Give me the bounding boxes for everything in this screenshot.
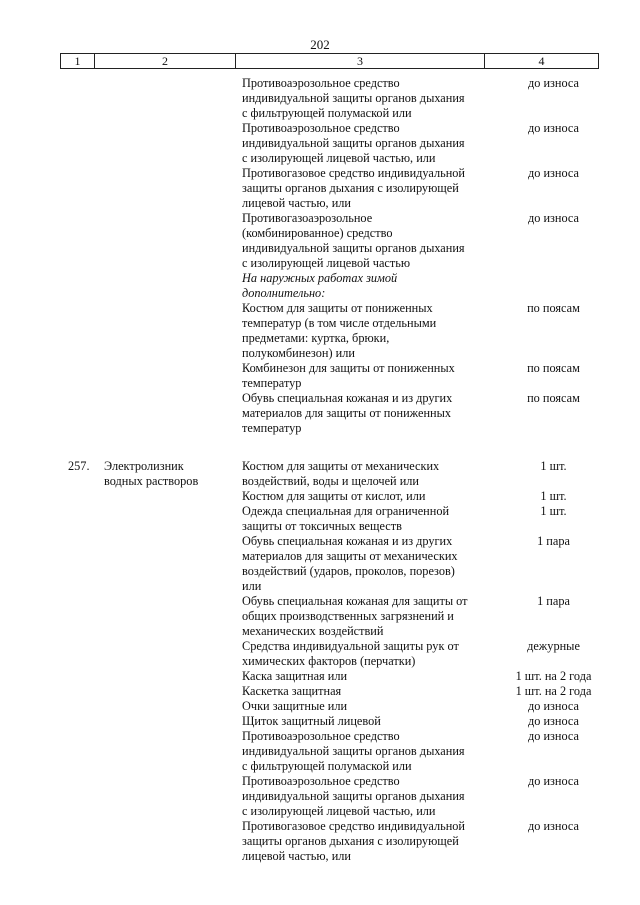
ppe-item-line: индивидуальной защиты органов дыхания [242,789,465,803]
issue-norm: до износа [527,76,580,90]
table-row [60,534,600,594]
ppe-item-line: Комбинезон для защиты от пониженных [242,361,455,375]
profession-line: Электролизник [104,459,184,473]
ppe-item-line: защиты от токсичных веществ [242,519,402,533]
ppe-item-line: Обувь специальная кожаная для защиты от [242,594,468,608]
ppe-item [242,594,487,639]
ppe-item-line: с изолирующей лицевой частью, или [242,804,436,818]
ppe-item-line: Каскетка защитная [242,684,342,698]
ppe-item-line: Очки защитные или [242,699,348,713]
table-row [60,819,600,864]
ppe-item-line: воздействий (ударов, проколов, порезов) [242,564,455,578]
profession-name [104,459,242,489]
ppe-item [242,361,487,391]
issue-norm: до износа [527,714,580,728]
table-row [60,76,600,121]
ppe-item [242,211,487,271]
ppe-item-line: предметами: куртка, брюки, [242,331,390,345]
ppe-item [242,76,487,121]
issue-norm: до износа [527,211,580,225]
entry-number: 257. [68,459,90,473]
ppe-item [242,669,487,684]
ppe-item-line: Костюм для защиты от кислот, или [242,489,426,503]
ppe-item [242,774,487,819]
ppe-item-line: Противоаэрозольное средство [242,76,400,90]
issue-norm: 1 шт. [540,504,567,518]
ppe-item-line: температур (в том числе отдельными [242,316,437,330]
issue-norm: 1 пара [537,594,570,608]
ppe-item-line: с изолирующей лицевой частью [242,256,411,270]
ppe-item-line: с фильтрующей полумаской или [242,106,412,120]
ppe-item [242,301,487,361]
winter-note [242,271,487,301]
ppe-item-line: Щиток защитный лицевой [242,714,381,728]
column-header-2: 2 [95,54,236,68]
table-row [60,714,600,729]
ppe-item [242,534,487,594]
table-row [60,729,600,774]
continuation-block [60,76,600,436]
ppe-item [242,714,487,729]
table-row [60,669,600,684]
winter-note-line: дополнительно: [242,286,326,300]
issue-norm: 1 шт. на 2 года [515,669,592,683]
column-header-3: 3 [236,54,485,68]
table-row [60,774,600,819]
table-row [60,361,600,391]
ppe-item-line: Каска защитная или [242,669,348,683]
column-header-4: 4 [538,54,545,68]
table-row [60,459,600,489]
table-row [60,489,600,504]
ppe-item [242,819,487,864]
ppe-item [242,504,487,534]
issue-norm: по поясам [527,301,580,315]
profession-line: водных растворов [104,474,199,488]
ppe-item [242,684,487,699]
ppe-item-line: лицевой частью, или [242,196,351,210]
ppe-item-line: воздействий, воды и щелочей или [242,474,420,488]
ppe-item [242,459,487,489]
ppe-item-line: общих производственных загрязнений и [242,609,454,623]
ppe-item-line: Противогазовое средство индивидуальной [242,819,466,833]
table-row [60,391,600,436]
table-row [60,639,600,669]
ppe-item-line: температур [242,421,302,435]
ppe-item-line: Одежда специальная для ограниченной [242,504,450,518]
ppe-item-line: температур [242,376,302,390]
issue-norm: 1 пара [537,534,570,548]
issue-norm: по поясам [527,361,580,375]
ppe-item-line: механических воздействий [242,624,384,638]
ppe-item-line: материалов для защиты от механических [242,549,458,563]
ppe-item-line: полукомбинезон) или [242,346,355,360]
issue-norm: до износа [527,121,580,135]
ppe-item [242,121,487,166]
ppe-item-line: индивидуальной защиты органов дыхания [242,744,465,758]
table-row [60,271,600,301]
table-row [60,121,600,166]
ppe-item-line: или [242,579,262,593]
ppe-item-line: индивидуальной защиты органов дыхания [242,136,465,150]
ppe-item-line: материалов для защиты от пониженных [242,406,452,420]
ppe-item-line: индивидуальной защиты органов дыхания [242,241,465,255]
ppe-item-line: защиты органов дыхания с изолирующей [242,834,459,848]
issue-norm: 1 шт. [540,459,567,473]
ppe-item-line: Противоаэрозольное средство [242,121,400,135]
issue-norm: до износа [527,774,580,788]
ppe-item-line: лицевой частью, или [242,849,351,863]
norms-table-body [60,76,600,864]
ppe-item-line: Обувь специальная кожаная и из других [242,534,453,548]
table-row [60,301,600,361]
ppe-item-line: (комбинированное) средство [242,226,393,240]
table-row [60,211,600,271]
ppe-item [242,166,487,211]
ppe-item [242,489,487,504]
issue-norm: до износа [527,819,580,833]
issue-norm: по поясам [527,391,580,405]
issue-norm: 1 шт. [540,489,567,503]
ppe-item-line: защиты органов дыхания с изолирующей [242,181,459,195]
ppe-item [242,699,487,714]
table-row [60,166,600,211]
issue-norm: 1 шт. на 2 года [515,684,592,698]
ppe-item-line: Противоаэрозольное средство [242,729,400,743]
ppe-item-line: Противогазовое средство индивидуальной [242,166,466,180]
column-header-row [60,53,599,69]
ppe-item-line: Средства индивидуальной защиты рук от [242,639,459,653]
winter-note-line: На наружных работах зимой [242,271,398,285]
ppe-item-line: Противогазоаэрозольное [242,211,373,225]
table-row [60,699,600,714]
ppe-item-line: с фильтрующей полумаской или [242,759,412,773]
page-number: 202 [310,37,330,52]
ppe-item-line: Обувь специальная кожаная и из других [242,391,453,405]
issue-norm: до износа [527,166,580,180]
entry-257 [60,459,600,864]
ppe-item-line: индивидуальной защиты органов дыхания [242,91,465,105]
issue-norm: до износа [527,729,580,743]
ppe-item-line: с изолирующей лицевой частью, или [242,151,436,165]
table-row [60,504,600,534]
table-row [60,684,600,699]
ppe-item-line: Противоаэрозольное средство [242,774,400,788]
ppe-item-line: химических факторов (перчатки) [242,654,416,668]
ppe-item-line: Костюм для защиты от пониженных [242,301,433,315]
issue-norm: до износа [527,699,580,713]
column-header-1: 1 [61,54,95,68]
issue-norm: дежурные [527,639,580,653]
table-row [60,594,600,639]
ppe-item [242,391,487,436]
ppe-item [242,639,487,669]
ppe-item-line: Костюм для защиты от механических [242,459,440,473]
ppe-item [242,729,487,774]
